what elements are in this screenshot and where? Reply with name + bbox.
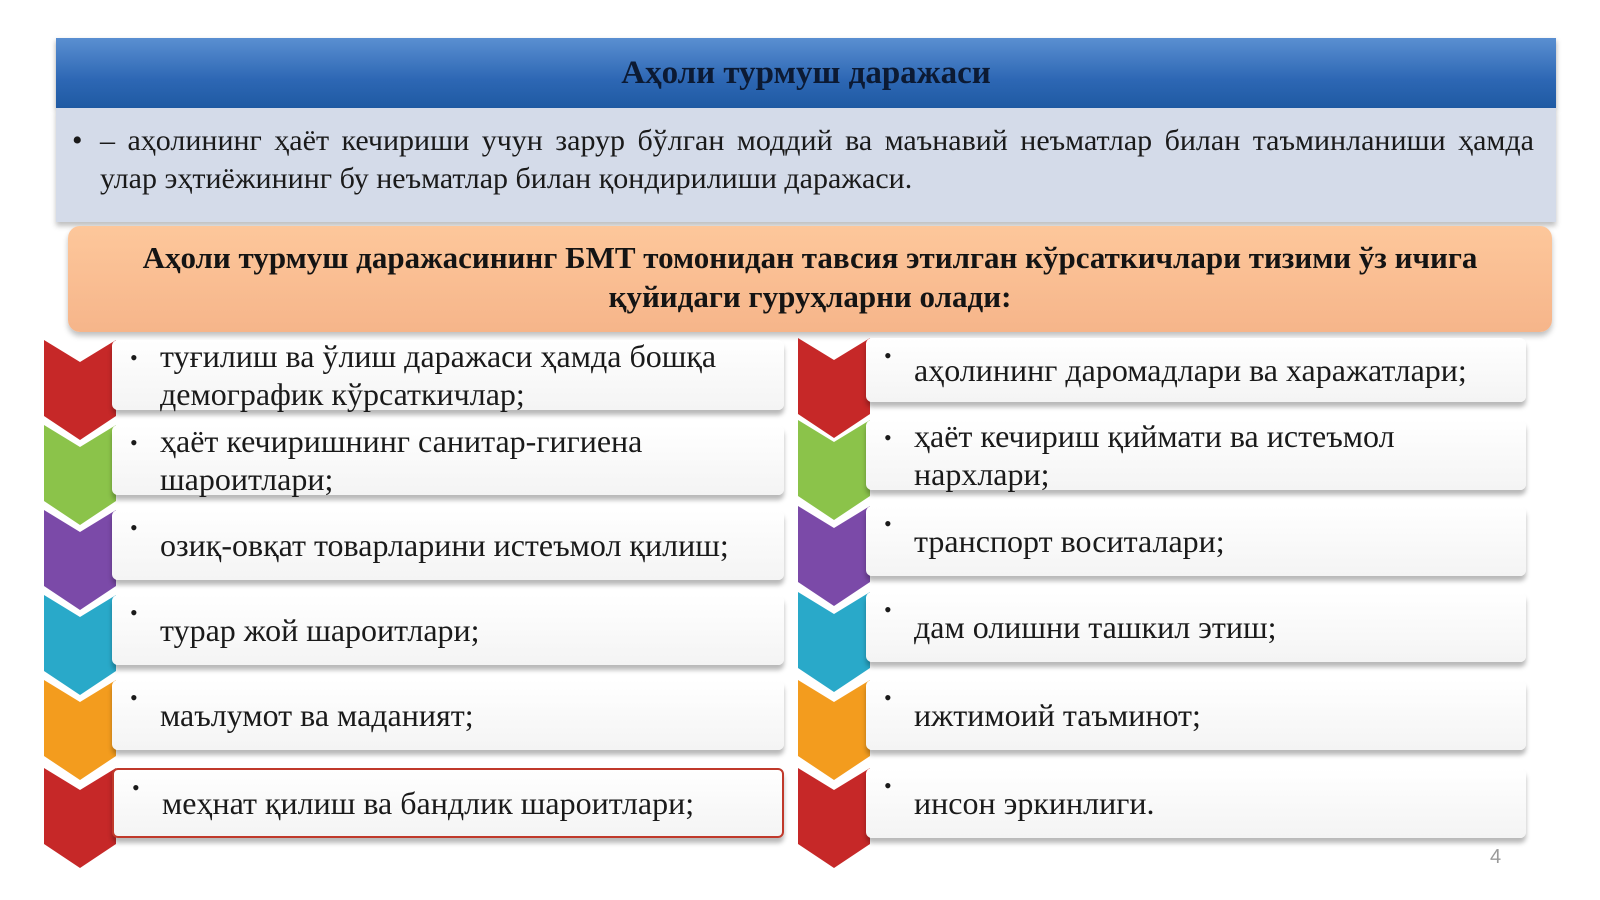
un-indicators-text: Аҳоли турмуш даражасининг БМТ томонидан тавсия этилган кўрсаткичлари тизими ўз ичига қуйидаги гуруҳларни олади: bbox=[142, 240, 1478, 314]
list-item: • озиқ-овқат товарларини истеъмол қилиш; bbox=[112, 510, 784, 580]
list-item-text: озиқ-овқат товарларини истеъмол қилиш; bbox=[160, 527, 729, 563]
chevron-icon bbox=[44, 768, 116, 868]
un-indicators-heading bbox=[68, 226, 1552, 332]
list-item: • аҳолининг даромадлари ва харажатлари; bbox=[866, 338, 1526, 402]
list-item: • транспорт воситалари; bbox=[866, 506, 1526, 576]
list-item: • маълумот ва маданият; bbox=[112, 680, 784, 750]
list-item-text: туғилиш ва ўлиш даражаси ҳамда бошқа демографик кўрсаткичлар; bbox=[160, 338, 717, 412]
list-item: • туғилиш ва ўлиш даражаси ҳамда бошқа демографик кўрсаткичлар; bbox=[112, 340, 784, 410]
list-item: • дам олишни ташкил этиш; bbox=[866, 592, 1526, 662]
list-item: • ҳаёт кечиришнинг санитар-гигиена шароитлари; bbox=[112, 425, 784, 495]
chevron-icon bbox=[798, 592, 870, 692]
list-item-text: транспорт воситалари; bbox=[914, 523, 1225, 559]
chevron-icon bbox=[798, 506, 870, 606]
definition-text: – аҳолининг ҳаёт кечириши учун зарур бўлган моддий ва маънавий неъматлар билан таъминланиши ҳамда улар эҳтиёжининг бу неъматлар билан қондирилиши даражаси. bbox=[100, 124, 1534, 195]
list-item-text: аҳолининг даромадлари ва харажатлари; bbox=[914, 352, 1467, 388]
page-number: 4 bbox=[1490, 846, 1502, 868]
list-item-text: маълумот ва маданият; bbox=[160, 697, 474, 733]
list-item-text: меҳнат қилиш ва бандлик шароитлари; bbox=[162, 785, 695, 821]
list-item: • турар жой шароитлари; bbox=[112, 595, 784, 665]
slide-title: Аҳоли турмуш даражаси bbox=[621, 54, 991, 91]
list-item: • ижтимоий таъминот; bbox=[866, 680, 1526, 750]
chevron-icon bbox=[798, 680, 870, 780]
definition-box bbox=[56, 108, 1556, 222]
chevron-icon bbox=[798, 420, 870, 520]
list-item-text: турар жой шароитлари; bbox=[160, 612, 480, 648]
list-item-text: дам олишни ташкил этиш; bbox=[914, 609, 1277, 645]
list-item-text: инсон эркинлиги. bbox=[914, 785, 1155, 821]
title-bar bbox=[56, 38, 1556, 108]
chevron-icon bbox=[798, 768, 870, 868]
list-item: • меҳнат қилиш ва бандлик шароитлари; bbox=[112, 768, 784, 838]
list-item-text: ҳаёт кечириш қиймати ва истеъмол нархлари; bbox=[914, 418, 1395, 492]
list-item: • инсон эркинлиги. bbox=[866, 768, 1526, 838]
chevron-icon bbox=[44, 680, 116, 780]
definition-bullet: • bbox=[72, 124, 83, 157]
list-item: • ҳаёт кечириш қиймати ва истеъмол нархлари; bbox=[866, 420, 1526, 490]
list-item-text: ижтимоий таъминот; bbox=[914, 697, 1201, 733]
list-item-text: ҳаёт кечиришнинг санитар-гигиена шароитлари; bbox=[160, 423, 643, 497]
